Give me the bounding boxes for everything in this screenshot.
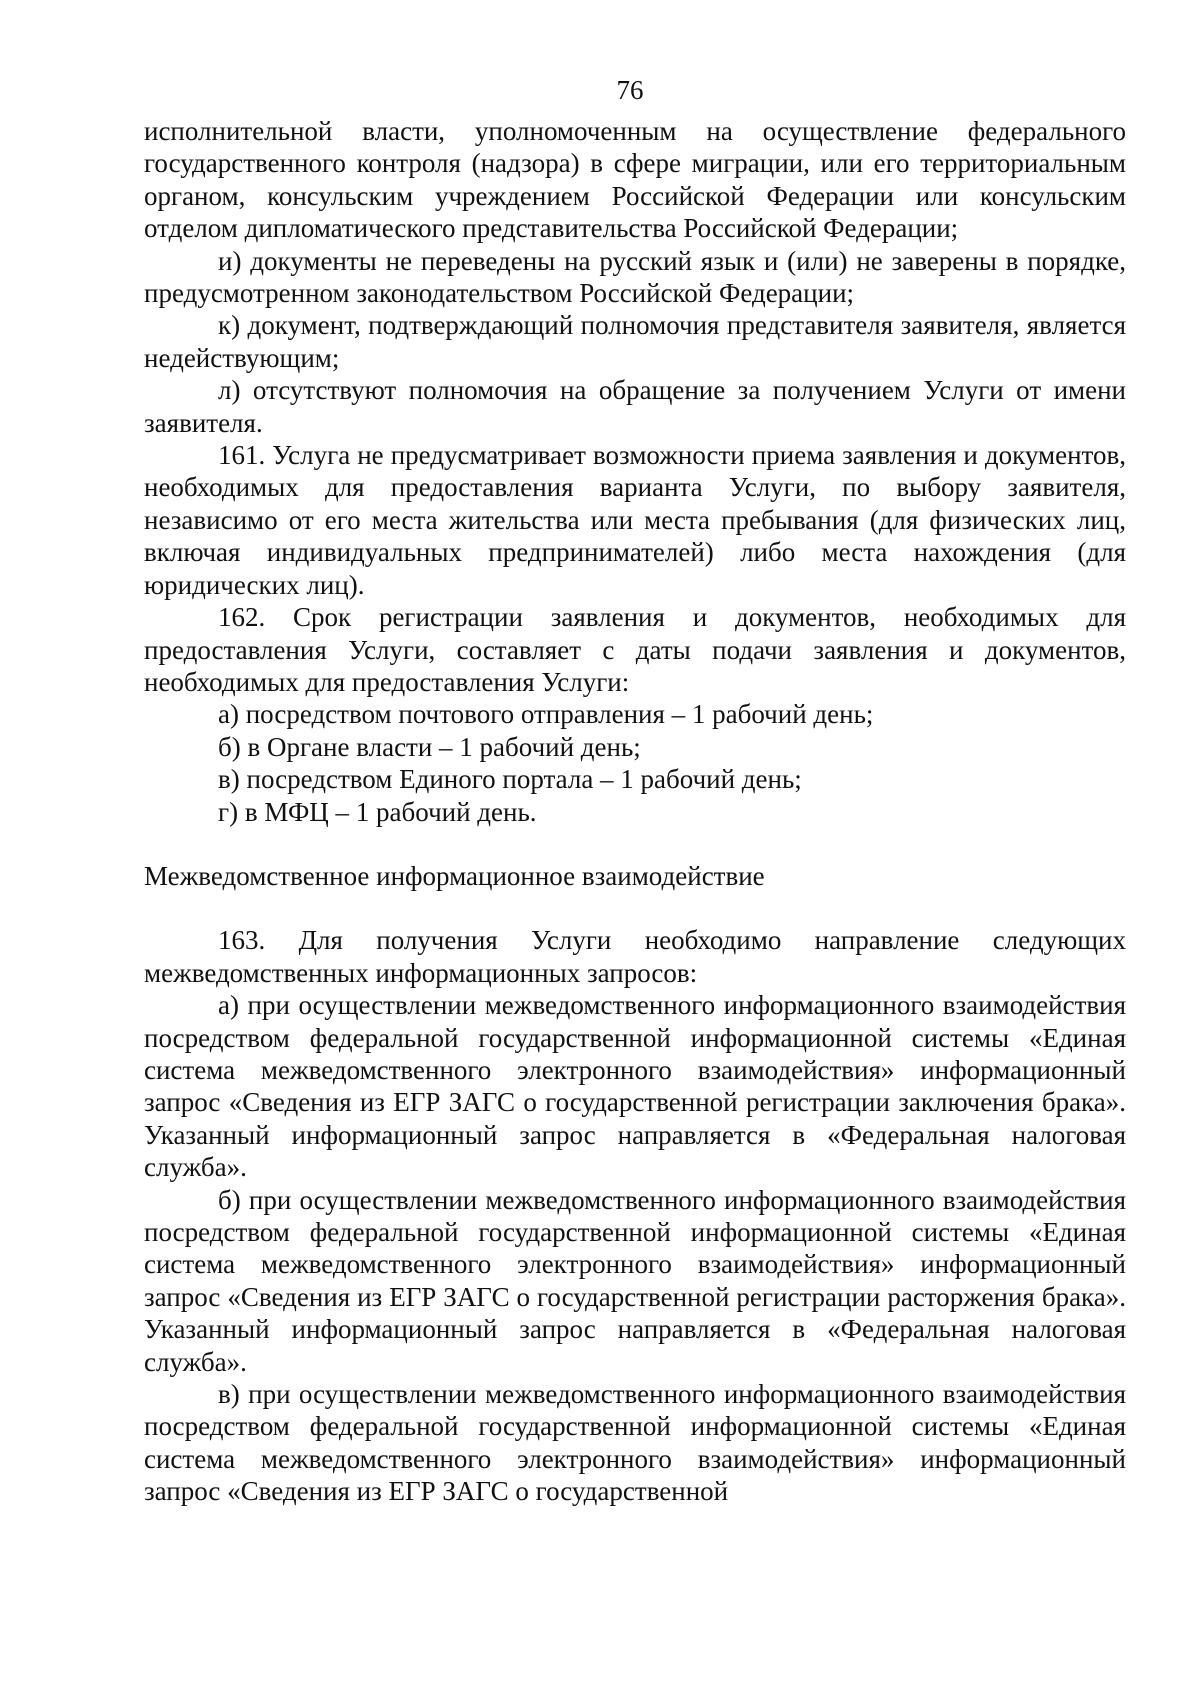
paragraph-item-i: и) документы не переведены на русский язык и (или) не заверены в порядке, предусмотренном законодательством Российской Федерации; xyxy=(144,245,1126,309)
paragraph-162-a: а) посредством почтового отправления – 1 рабочий день; xyxy=(218,699,874,730)
document-body xyxy=(144,115,1126,1508)
paragraph-item-l: л) отсутствуют полномочия на обращение за получением Услуги от имени заявителя. xyxy=(144,375,1126,438)
paragraph-163-a: а) при осуществлении межведомственного информационного взаимодействия посредством федеральной государственной информационной системы «Единая система межведомственного электронного взаимодействия» информационный запрос «Сведения из ЕГР ЗАГС о государственной регистрации заключения брака». Указанный информационный запрос направляется в «Федеральная налоговая служба». xyxy=(144,990,1126,1183)
paragraph-162-g: г) в МФЦ – 1 рабочий день. xyxy=(218,796,537,827)
paragraph-162: 162. Срок регистрации заявления и документов, необходимых для предоставления Услуги, составляет с даты подачи заявления и документов, необходимых для предоставления Услуги: xyxy=(144,602,1126,697)
page-number: 76 xyxy=(616,75,644,105)
paragraph-163-v: в) при осуществлении межведомственного информационного взаимодействия посредством федеральной государственной информационной системы «Единая система межведомственного электронного взаимодействия» информационный запрос «Сведения из ЕГР ЗАГС о государственной xyxy=(144,1379,1126,1507)
paragraph-161: 161. Услуга не предусматривает возможности приема заявления и документов, необходимых для предоставления варианта Услуги, по выбору заявителя, независимо от его места жительства или места пребывания (для физических лиц, включая индивидуальных предпринимателей) либо места нахождения (для юридических лиц). xyxy=(144,440,1126,600)
paragraph-162-v: в) посредством Единого портала – 1 рабочий день; xyxy=(218,764,802,795)
paragraph-162-b: б) в Органе власти – 1 рабочий день; xyxy=(218,731,641,762)
paragraph-163-b: б) при осуществлении межведомственного информационного взаимодействия посредством федеральной государственной информационной системы «Единая система межведомственного электронного взаимодействия» информационный запрос «Сведения из ЕГР ЗАГС о государственной регистрации расторжения брака». Указанный информационный запрос направляется в «Федеральная налоговая служба». xyxy=(144,1184,1126,1377)
section-heading: Межведомственное информационное взаимодействие xyxy=(144,860,765,891)
paragraph-continuation: исполнительной власти, уполномоченным на осуществление федерального государственного контроля (надзора) в сфере миграции, или его территориальным органом, консульским учреждением Российской Федерации или консульским отделом дипломатического представительства Российской Федерации; xyxy=(144,116,1126,244)
paragraph-item-k: к) документ, подтверждающий полномочия представителя заявителя, является недействующим; xyxy=(144,310,1126,373)
paragraph-163: 163. Для получения Услуги необходимо направление следующих межведомственных информационных запросов: xyxy=(144,925,1126,988)
